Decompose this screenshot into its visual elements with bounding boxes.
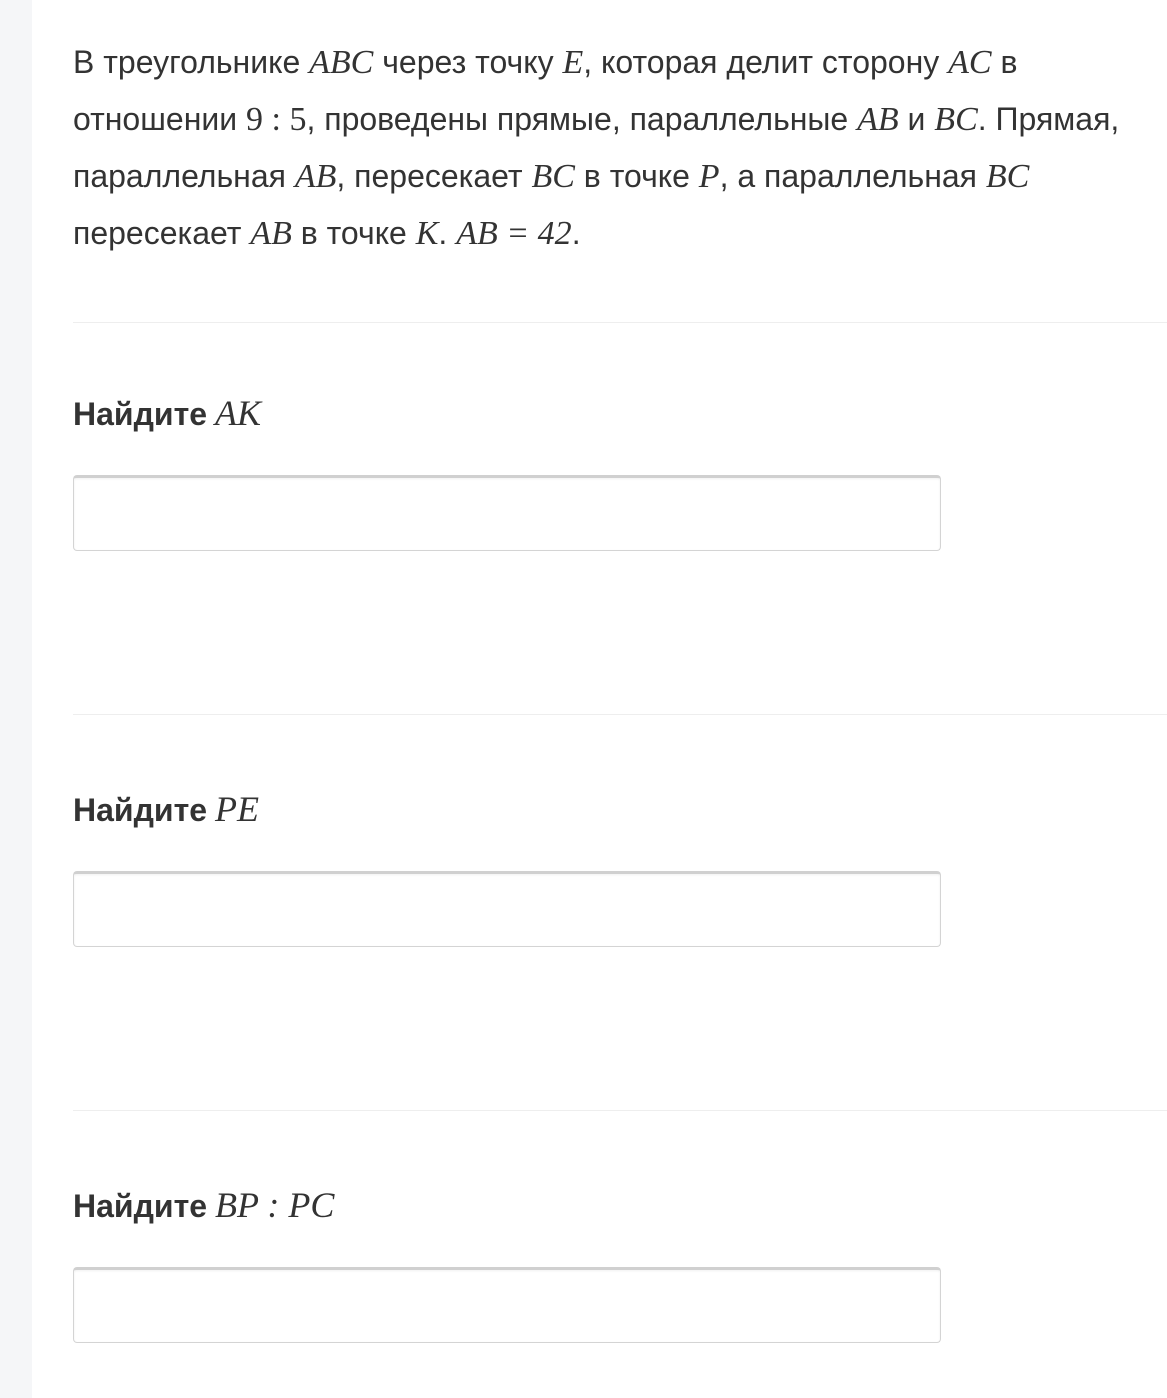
- math-abc: ABC: [309, 44, 374, 81]
- problem-text: , а параллельная: [719, 158, 986, 194]
- math-p: P: [698, 158, 720, 195]
- problem-text: , которая делит сторону: [583, 44, 949, 80]
- question-math-ak: AK: [215, 393, 262, 433]
- problem-text: , пересекает: [336, 158, 532, 194]
- answer-input-pe[interactable]: [73, 871, 941, 947]
- question-math-pe: PE: [215, 789, 260, 829]
- math-k: K: [415, 215, 439, 252]
- question-prefix: Найдите: [73, 396, 208, 432]
- math-ab: AB: [857, 101, 899, 138]
- problem-text: . Прямая, параллельная: [73, 101, 1120, 194]
- math-bc: BC: [531, 158, 575, 195]
- problem-text: в точке: [574, 158, 699, 194]
- math-ac: AC: [948, 44, 992, 81]
- problem-text: через точку: [373, 44, 563, 80]
- answer-input-ak[interactable]: [73, 475, 941, 551]
- section-divider: [73, 322, 1167, 323]
- problem-statement: [73, 34, 1133, 262]
- left-margin-strip: [0, 0, 32, 1398]
- math-ab: AB: [294, 158, 337, 195]
- answer-input-bp-pc[interactable]: [73, 1267, 941, 1343]
- math-ab-equals-42: AB = 42: [456, 215, 572, 252]
- problem-text: В треугольнике: [73, 44, 310, 80]
- question-label-3: [73, 1185, 334, 1226]
- math-bc: BC: [934, 101, 978, 138]
- problem-text: пересекает: [73, 215, 251, 251]
- problem-text: , проведены прямые, параллельные: [306, 101, 858, 137]
- section-divider: [73, 714, 1167, 715]
- question-label-1: [73, 393, 261, 434]
- math-ab: AB: [250, 215, 292, 252]
- problem-text: .: [571, 215, 581, 251]
- math-e: E: [562, 44, 584, 81]
- question-prefix: Найдите: [73, 1188, 208, 1224]
- math-ratio: 9 : 5: [246, 101, 307, 138]
- problem-text: в точке: [291, 215, 416, 251]
- question-math-bp-pc: BP : PC: [215, 1185, 335, 1225]
- section-divider: [73, 1110, 1167, 1111]
- problem-text: в отношении: [73, 44, 1018, 137]
- question-prefix: Найдите: [73, 792, 208, 828]
- problem-text: и: [898, 101, 935, 137]
- problem-text: .: [438, 215, 457, 251]
- question-label-2: [73, 789, 259, 830]
- math-bc: BC: [985, 158, 1030, 195]
